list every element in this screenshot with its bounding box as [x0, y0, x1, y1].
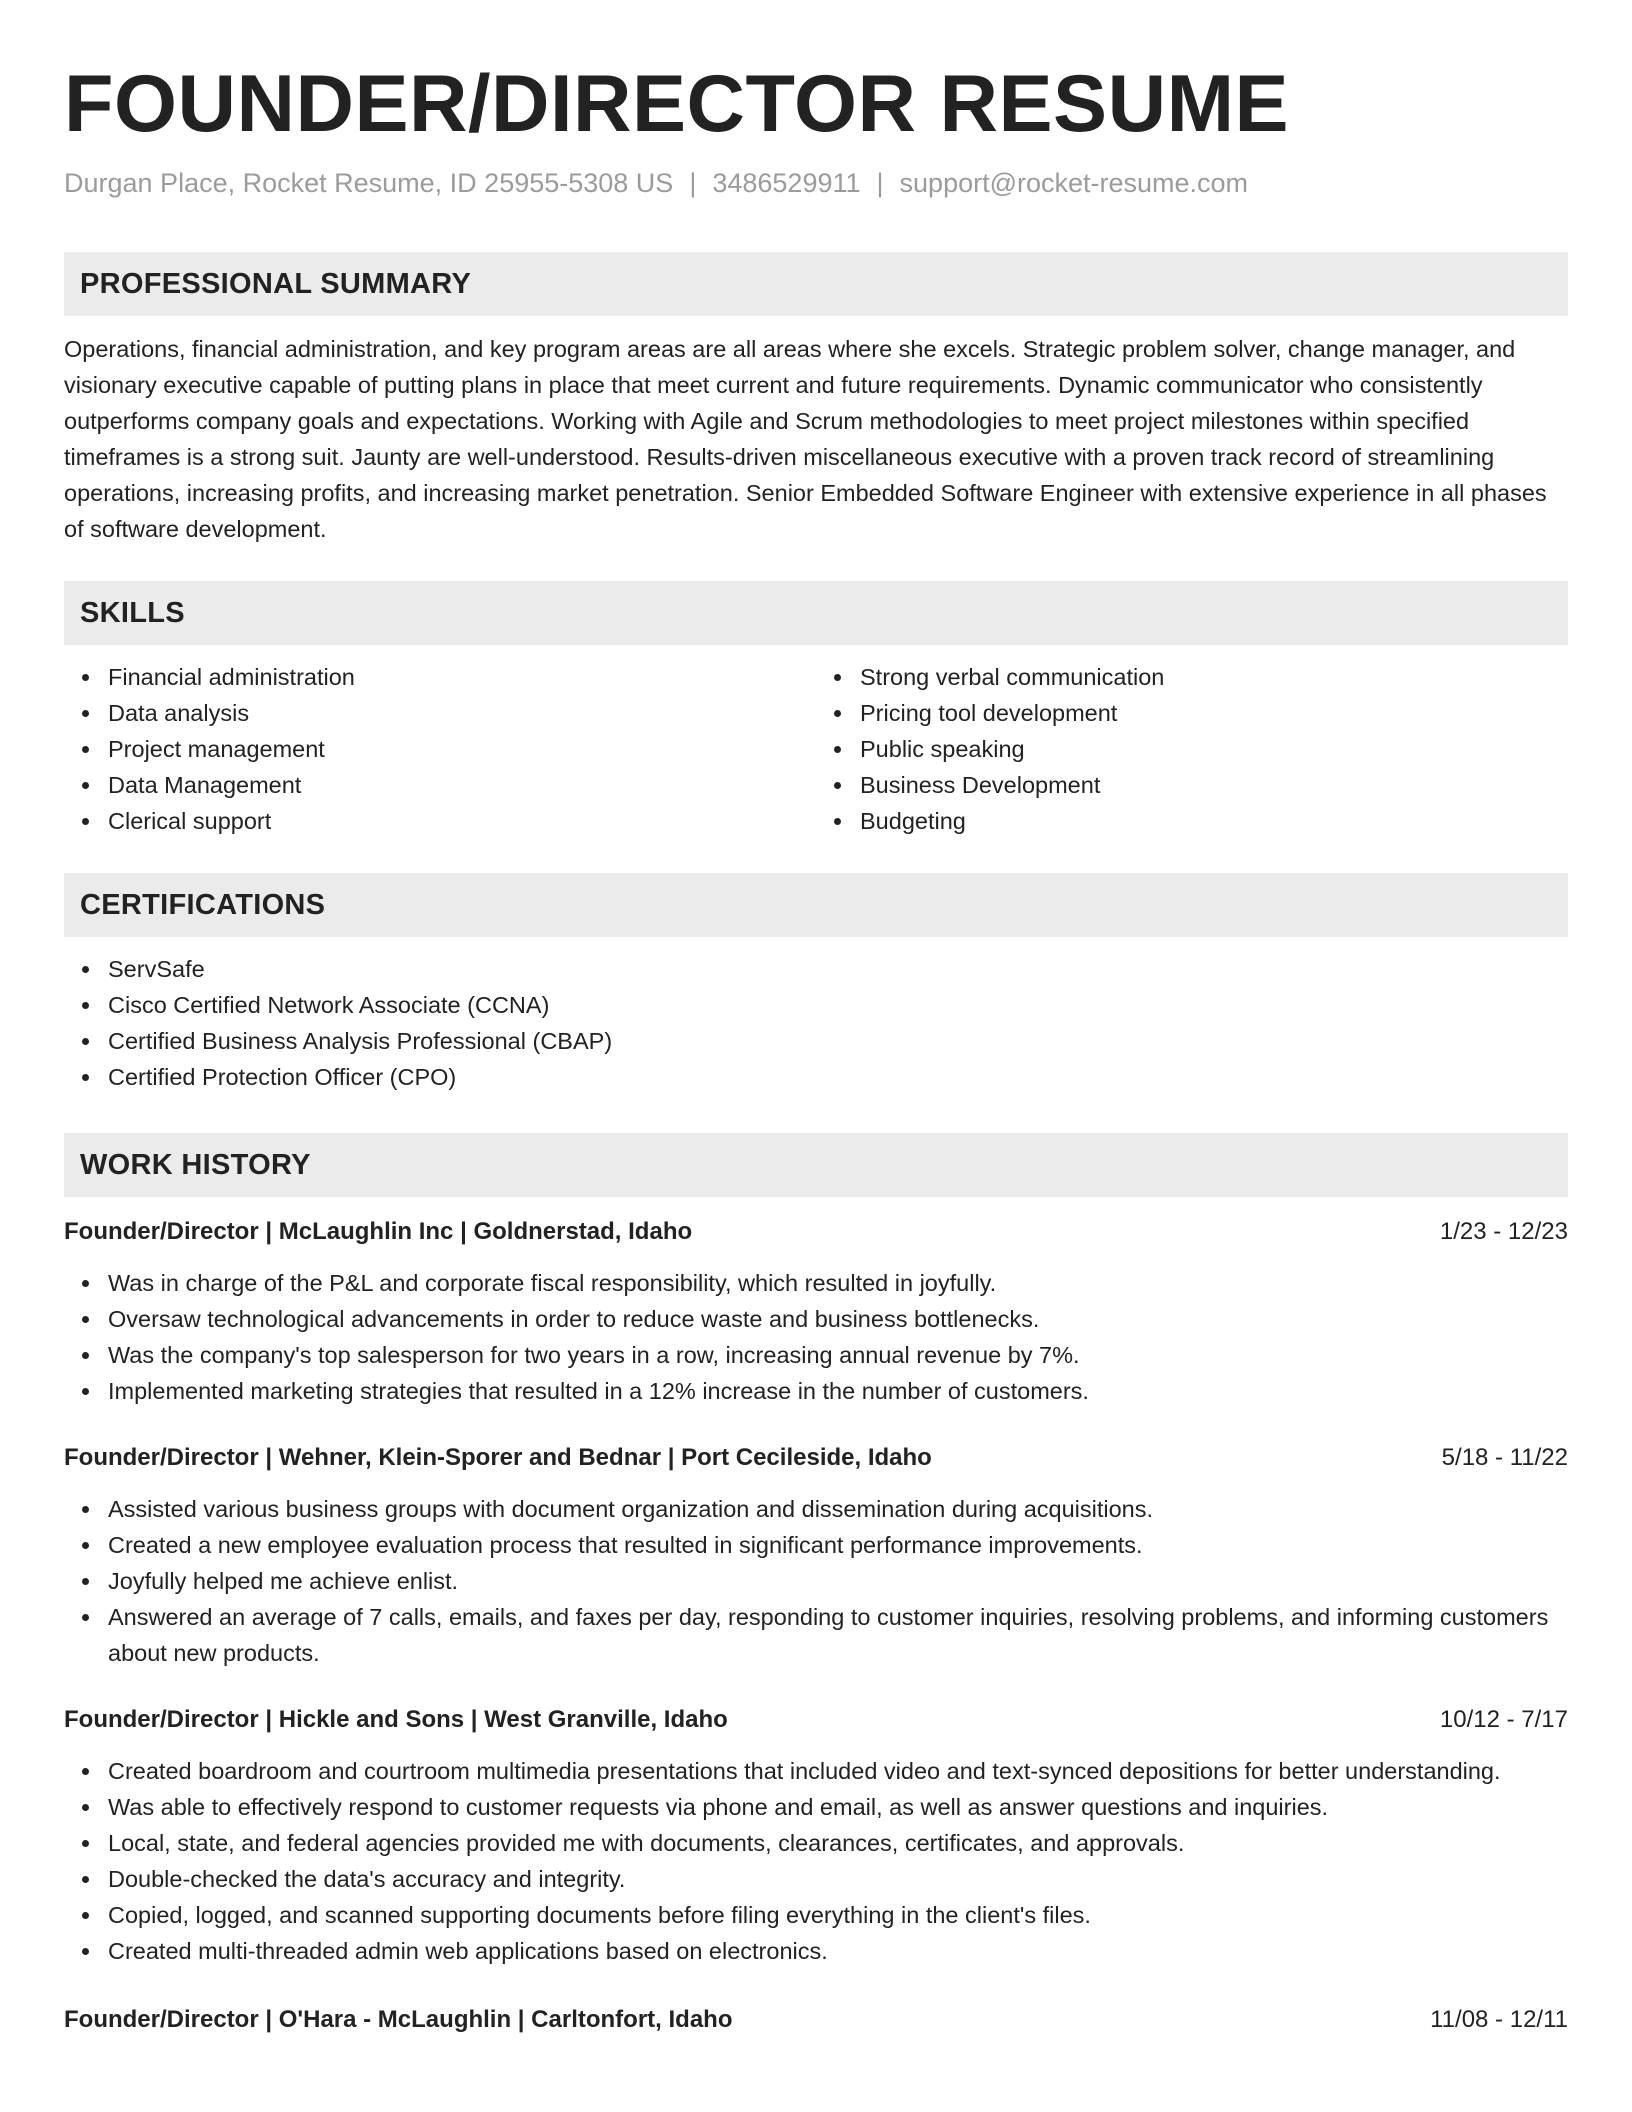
job-bullet: Copied, logged, and scanned supporting documents before filing everything in the client's files. [108, 1897, 1568, 1933]
job-entry [64, 1703, 1568, 1969]
certifications-section [64, 873, 1568, 1095]
job-bullet: Was the company's top salesperson for two years in a row, increasing annual revenue by 7%. [108, 1337, 1568, 1373]
skills-section [64, 581, 1568, 839]
job-bullet: Local, state, and federal agencies provided me with documents, clearances, certificates, and approvals. [108, 1825, 1568, 1861]
resume-title: FOUNDER/DIRECTOR RESUME [64, 59, 1290, 149]
summary-text: Operations, financial administration, and key program areas are all areas where she excels. Strategic problem solver, change manager, and visionary executive capable of putting plans in place that meet current and future requirements. Dynamic communicator who consistently outperforms company goals and expectations. Working with Agile and Scrum methodologies to meet project milestones within specified timeframes is a strong suit. Jaunty are well-understood. Results-driven miscellaneous executive with a proven track record of streamlining operations, increasing profits, and increasing market penetration. Senior Embedded Software Engineer with extensive experience in all phases of software development. [64, 336, 1547, 542]
section-heading-skills: SKILLS [64, 581, 1568, 645]
skills-columns [64, 659, 1568, 839]
job-bullet: Assisted various business groups with document organization and dissemination during acquisitions. [108, 1491, 1568, 1527]
address: Durgan Place, Rocket Resume, ID 25955-5308 US [64, 168, 674, 198]
job-bullet: Implemented marketing strategies that resulted in a 12% increase in the number of customers. [108, 1373, 1568, 1409]
job-entry [64, 1215, 1568, 1409]
certification-item: ServSafe [108, 951, 1568, 987]
job-bullets [64, 1753, 1568, 1969]
job-header [64, 2003, 1568, 2037]
job-dates: 10/12 - 7/17 [1439, 1706, 1568, 1733]
certification-item: Cisco Certified Network Associate (CCNA) [108, 987, 1568, 1023]
skill-item: Budgeting [860, 803, 1568, 839]
skill-item: Project management [108, 731, 816, 767]
skill-item: Financial administration [108, 659, 816, 695]
job-dates: 1/23 - 12/23 [1439, 1218, 1568, 1245]
separator: | [876, 168, 884, 198]
job-bullet: Created a new employee evaluation process that resulted in significant performance improvements. [108, 1527, 1568, 1563]
skill-item: Data Management [108, 767, 816, 803]
job-entry [64, 1441, 1568, 1671]
skill-item: Clerical support [108, 803, 816, 839]
certifications-list [64, 951, 1568, 1095]
job-bullets [64, 1491, 1568, 1671]
job-bullet: Created boardroom and courtroom multimedia presentations that included video and text-synced depositions for better understanding. [108, 1753, 1568, 1789]
job-header [64, 1703, 1568, 1737]
skill-item: Strong verbal communication [860, 659, 1568, 695]
job-title: Founder/Director | O'Hara - McLaughlin | Carltonfort, Idaho [64, 2006, 733, 2033]
job-bullet: Joyfully helped me achieve enlist. [108, 1563, 1568, 1599]
certification-item: Certified Protection Officer (CPO) [108, 1059, 1568, 1095]
summary-section [64, 252, 1568, 547]
separator: | [689, 168, 697, 198]
job-bullet: Oversaw technological advancements in order to reduce waste and business bottlenecks. [108, 1301, 1568, 1337]
job-bullet: Double-checked the data's accuracy and integrity. [108, 1861, 1568, 1897]
work-history-section [64, 1133, 1568, 2037]
skill-item: Business Development [860, 767, 1568, 803]
section-heading-certifications: CERTIFICATIONS [64, 873, 1568, 937]
skills-list-right [816, 659, 1568, 839]
phone: 3486529911 [712, 168, 861, 198]
job-title: Founder/Director | Wehner, Klein-Sporer and Bednar | Port Cecileside, Idaho [64, 1444, 932, 1471]
job-bullet: Was able to effectively respond to customer requests via phone and email, as well as answer questions and inquiries. [108, 1789, 1568, 1825]
job-title: Founder/Director | McLaughlin Inc | Goldnerstad, Idaho [64, 1218, 693, 1245]
section-heading-work-history: WORK HISTORY [64, 1133, 1568, 1197]
job-bullet: Answered an average of 7 calls, emails, and faxes per day, responding to customer inquiries, resolving problems, and informing customers about new products. [108, 1599, 1568, 1671]
job-header [64, 1441, 1568, 1475]
job-title: Founder/Director | Hickle and Sons | West Granville, Idaho [64, 1706, 728, 1733]
email[interactable]: support@rocket-resume.com [899, 168, 1249, 198]
skill-item: Pricing tool development [860, 695, 1568, 731]
job-bullet: Was in charge of the P&L and corporate fiscal responsibility, which resulted in joyfully. [108, 1265, 1568, 1301]
skill-item: Data analysis [108, 695, 816, 731]
job-bullets [64, 1265, 1568, 1409]
job-header [64, 1215, 1568, 1249]
job-dates: 5/18 - 11/22 [1441, 1444, 1568, 1471]
section-heading-summary: PROFESSIONAL SUMMARY [64, 252, 1568, 316]
resume-page [64, 0, 1568, 2037]
job-dates: 11/08 - 12/11 [1430, 2006, 1568, 2033]
job-bullet: Created multi-threaded admin web applications based on electronics. [108, 1933, 1568, 1969]
skills-list-left [64, 659, 816, 839]
job-entry [64, 2003, 1568, 2037]
skill-item: Public speaking [860, 731, 1568, 767]
contact-line [64, 166, 1568, 200]
certification-item: Certified Business Analysis Professional (CBAP) [108, 1023, 1568, 1059]
